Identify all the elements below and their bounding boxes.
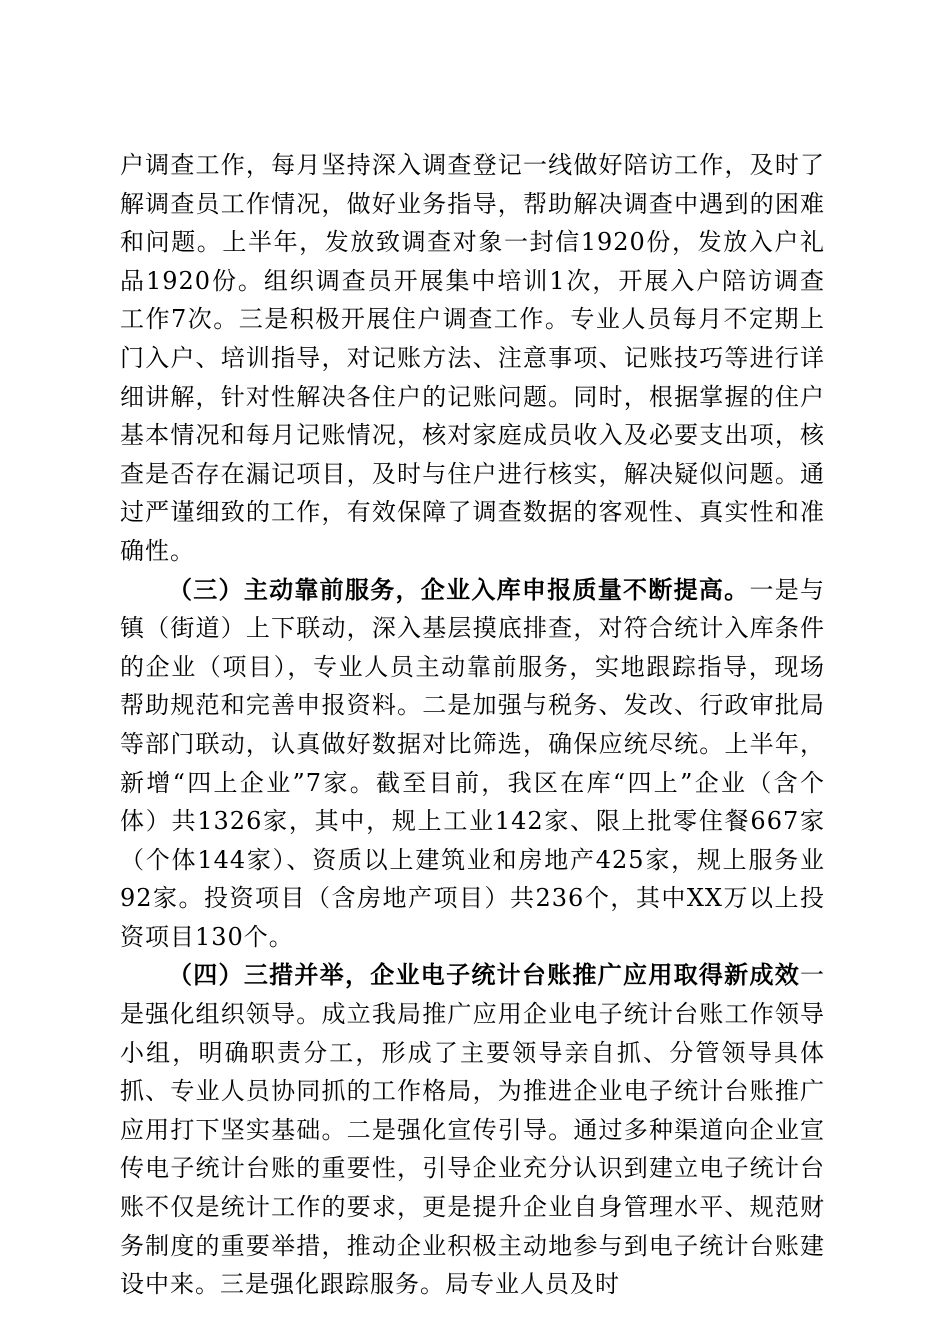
paragraph-2 bbox=[120, 571, 825, 957]
paragraph-3 bbox=[120, 956, 825, 1303]
paragraph-3-text: 一是强化组织领导。成立我局推广应用企业电子统计台账工作领导小组，明确职责分工，形成了主要领导亲自抓、分管领导具体抓、专业人员协同抓的工作格局，为推进企业电子统计台账推广应用打下坚实基础。二是强化宣传引导。通过多种渠道向企业宣传电子统计台账的重要性，引导企业充分认识到建立电子统计台账不仅是统计工作的要求，更是提升企业自身管理水平、规范财务制度的重要举措，推动企业积极主动地参与到电子统计台账建设中来。三是强化跟踪服务。局专业人员及时 bbox=[120, 961, 825, 1299]
paragraph-1 bbox=[120, 146, 825, 571]
document-body bbox=[120, 146, 825, 1304]
paragraph-2-text: 一是与镇（街道）上下联动，深入基层摸底排查，对符合统计入库条件的企业（项目），专业人员主动靠前服务，实地跟踪指导，现场帮助规范和完善申报资料。二是加强与税务、发改、行政审批局等部门联动，认真做好数据对比筛选，确保应统尽统。上半年，新增“四上企业”7家。截至目前，我区在库“四上”企业（含个体）共1326家，其中，规上工业142家、限上批零住餐667家（个体144家）、资质以上建筑业和房地产425家，规上服务业92家。投资项目（含房地产项目）共236个，其中XX万以上投资项目130个。 bbox=[120, 575, 826, 951]
section-3-heading: （三）主动靠前服务，企业入库申报质量不断提高。 bbox=[168, 574, 750, 604]
section-4-heading: （四）三措并举，企业电子统计台账推广应用取得新成效 bbox=[168, 960, 800, 990]
paragraph-1-text: 户调查工作，每月坚持深入调查登记一线做好陪访工作，及时了解调查员工作情况，做好业务指导，帮助解决调查中遇到的困难和问题。上半年，发放致调查对象一封信1920份，发放入户礼品1920份。组织调查员开展集中培训1次，开展入户陪访调查工作7次。三是积极开展住户调查工作。专业人员每月不定期上门入户、培训指导，对记账方法、注意事项、记账技巧等进行详细讲解，针对性解决各住户的记账问题。同时，根据掌握的住户基本情况和每月记账情况，核对家庭成员收入及必要支出项，核查是否存在漏记项目，及时与住户进行核实，解决疑似问题。通过严谨细致的工作，有效保障了调查数据的客观性、真实性和准确性。 bbox=[120, 151, 825, 565]
